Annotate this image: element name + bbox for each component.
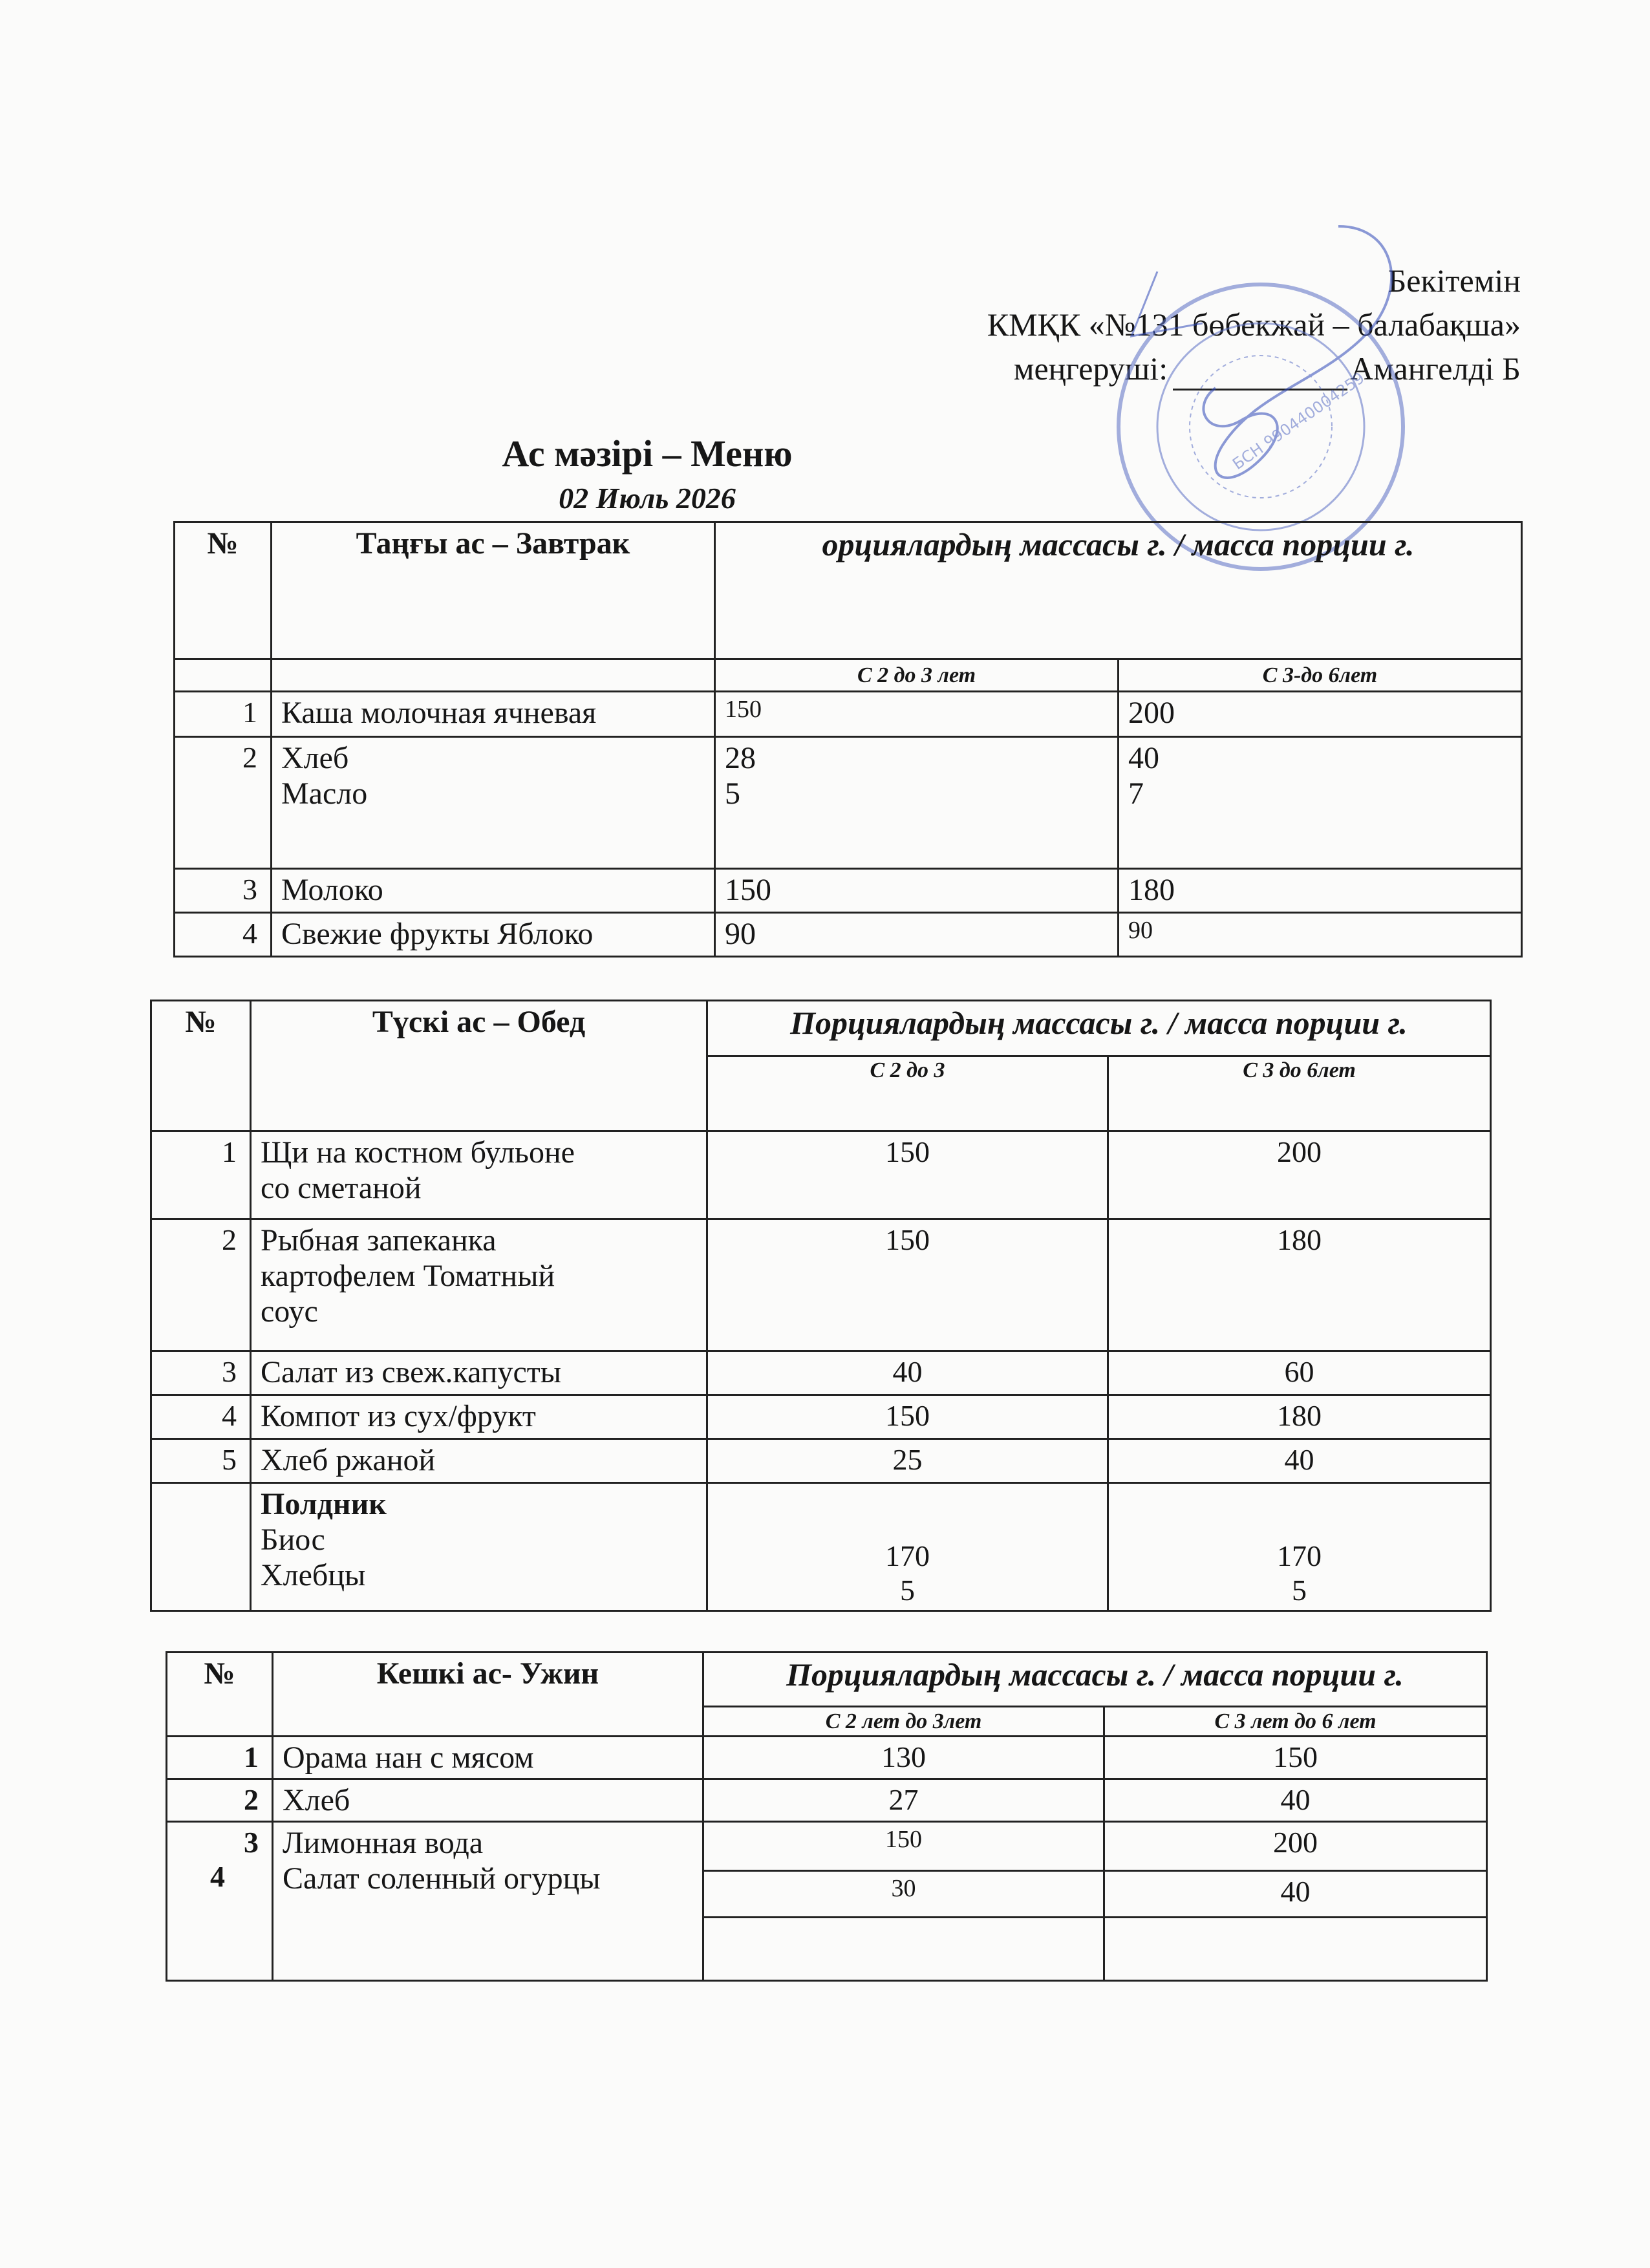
dish-line: Рыбная запеканка [261,1223,497,1257]
menu-date [0,481,1650,515]
dish-name: Свежие фрукты Яблоко [272,913,715,957]
age-group-2: С 3 до 6лет [1108,1056,1491,1131]
dish-name: Хлеб ржаной [251,1439,707,1483]
col-meal-header: Кешкі ас- Ужин [273,1653,703,1737]
col-number-header: № [167,1653,273,1737]
age-header-row [175,659,1522,692]
portion-large: 180 [1108,1395,1491,1439]
empty-cell [151,1483,251,1611]
col-number-header: № [175,522,272,659]
dish-line: Масло [281,776,368,811]
table-row [175,692,1522,737]
table-row [151,1351,1491,1395]
table-row [167,1822,1487,1871]
col-portion-header: орциялардың массасы г. / масса порции г. [715,522,1522,659]
table-header-row [167,1653,1487,1707]
dish-line: Хлеб [281,741,349,775]
table-row [167,1779,1487,1822]
portion-large [1108,1483,1491,1611]
col-meal-header: Таңғы ас – Завтрак [272,522,715,659]
dish-name: Салат из свеж.капусты [251,1351,707,1395]
dish-line: Биос [261,1523,325,1557]
menu-date-text: 02 Июль 2026 [559,482,736,515]
table-header-row [175,522,1522,659]
table-header-row [151,1001,1491,1056]
row-number-line: 3 [244,1826,259,1859]
page-title [0,432,1650,475]
table-row [175,737,1522,869]
snack-title: Полдник [261,1487,387,1521]
portion-small: 25 [707,1439,1108,1483]
portion-line: 170 [885,1539,930,1572]
table-row [151,1395,1491,1439]
age-group-1: С 2 до 3 [707,1056,1108,1131]
portion-large: 90 [1119,913,1522,957]
dish-name: Каша молочная ячневая [272,692,715,737]
portion-line: 5 [1292,1574,1307,1607]
lunch-table [150,1000,1492,1612]
dinner-table [166,1651,1488,1982]
seal-bin-text: БСН 990440004259 [1229,369,1368,474]
table-row [175,913,1522,957]
age-group-1: С 2 лет до 3лет [703,1707,1104,1737]
table-row [151,1131,1491,1219]
portion-large: 200 [1108,1131,1491,1219]
col-portion-header: Порциялардың массасы г. / масса порции г. [703,1653,1487,1707]
col-portion-header: Порциялардың массасы г. / масса порции г. [707,1001,1491,1056]
dish-name [272,737,715,869]
dish-line: Салат соленный огурцы [283,1861,601,1896]
portion-line: 7 [1128,776,1144,811]
snack-row [151,1483,1491,1611]
portion-line: 5 [900,1574,915,1607]
empty-cell [703,1918,1104,1981]
row-number-line: 4 [210,1860,225,1893]
dish-name: Молоко [272,869,715,913]
dish-line: соус [261,1294,318,1329]
portion-small: 130 [703,1737,1104,1779]
table-row [151,1439,1491,1483]
head-name: Амангелді Б [1350,350,1521,387]
portion-large: 40 [1104,1779,1487,1822]
row-number: 1 [167,1737,273,1779]
age-group-2: С 3-до 6лет [1119,659,1522,692]
table-row [151,1219,1491,1351]
dish-line: Лимонная вода [283,1826,484,1860]
row-number: 4 [175,913,272,957]
row-number: 1 [151,1131,251,1219]
portion-small: 40 [707,1351,1108,1395]
portion-large: 200 [1119,692,1522,737]
age-group-1: С 2 до 3 лет [715,659,1119,692]
portion-small: 150 [715,692,1119,737]
portion-small: 150 [707,1395,1108,1439]
dish-line: картофелем Томатный [261,1259,555,1293]
row-number: 3 [175,869,272,913]
col-number-header: № [151,1001,251,1131]
row-number: 1 [175,692,272,737]
row-number: 4 [151,1395,251,1439]
row-number: 2 [167,1779,273,1822]
dish-line: Хлебцы [261,1558,366,1592]
portion-line: 40 [1128,741,1159,775]
approval-line1: Бекітемін [1388,262,1521,299]
page-title-text: Ас мәзірі – Меню [502,433,793,475]
portion-large: 180 [1108,1219,1491,1351]
portion-large [1119,737,1522,869]
snack-dishes [251,1483,707,1611]
table-row [175,869,1522,913]
portion-line: 170 [1277,1539,1322,1572]
age-group-2: С 3 лет до 6 лет [1104,1707,1487,1737]
dish-line: Щи на костном бульоне [261,1135,575,1170]
dish-name [251,1219,707,1351]
portion-small: 150 [707,1131,1108,1219]
portion-small: 150 [703,1822,1104,1871]
empty-cell [272,659,715,692]
dish-line: со сметаной [261,1171,422,1205]
empty-cell [175,659,272,692]
dish-name: Хлеб [273,1779,703,1822]
portion-small: 150 [707,1219,1108,1351]
table-row [167,1737,1487,1779]
row-number [167,1822,273,1981]
row-number: 5 [151,1439,251,1483]
empty-cell [1104,1918,1487,1981]
portion-large: 60 [1108,1351,1491,1395]
portion-small [707,1483,1108,1611]
row-number: 2 [151,1219,251,1351]
row-number: 2 [175,737,272,869]
dish-name: Орама нан с мясом [273,1737,703,1779]
portion-large: 40 [1108,1439,1491,1483]
portion-small: 30 [703,1871,1104,1918]
portion-large: 200 [1104,1822,1487,1871]
portion-large: 180 [1119,869,1522,913]
portion-small: 90 [715,913,1119,957]
portion-small: 27 [703,1779,1104,1822]
row-number: 3 [151,1351,251,1395]
portion-line: 5 [725,776,740,811]
approval-line2: КМҚК «№131 бөбекжай – балабақша» [987,306,1521,343]
head-label: меңгеруші: [1013,350,1168,387]
portion-large: 40 [1104,1871,1487,1918]
portion-line: 28 [725,741,756,775]
portion-small [715,737,1119,869]
col-meal-header: Түскі ас – Обед [251,1001,707,1131]
dish-name [273,1822,703,1981]
dish-name [251,1131,707,1219]
portion-small: 150 [715,869,1119,913]
portion-large: 150 [1104,1737,1487,1779]
breakfast-table [173,521,1523,957]
dish-name: Компот из сух/фрукт [251,1395,707,1439]
